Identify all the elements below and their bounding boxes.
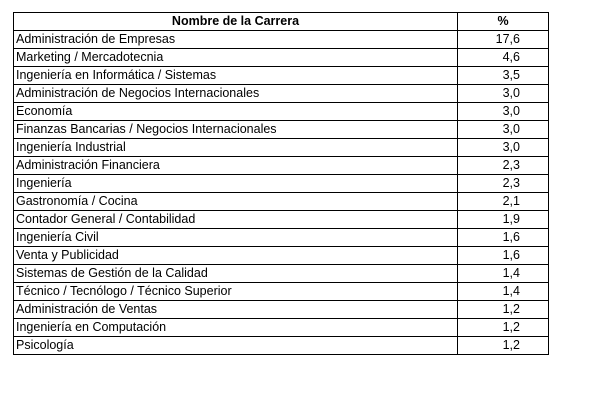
percent-cell: 3,0 <box>458 121 549 139</box>
career-name-cell: Administración Financiera <box>14 157 458 175</box>
career-name-cell: Contador General / Contabilidad <box>14 211 458 229</box>
career-name-cell: Administración de Negocios Internacionales <box>14 85 458 103</box>
table-body <box>14 31 549 355</box>
table-row <box>14 85 549 103</box>
percent-cell: 4,6 <box>458 49 549 67</box>
career-name-cell: Marketing / Mercadotecnia <box>14 49 458 67</box>
table-row <box>14 31 549 49</box>
career-name-cell: Ingeniería en Informática / Sistemas <box>14 67 458 85</box>
table-row <box>14 67 549 85</box>
percent-cell: 3,0 <box>458 85 549 103</box>
table-row <box>14 283 549 301</box>
percent-cell: 2,3 <box>458 175 549 193</box>
header-percent: % <box>458 13 549 31</box>
table-row <box>14 103 549 121</box>
percent-cell: 1,4 <box>458 283 549 301</box>
career-name-cell: Ingeniería Civil <box>14 229 458 247</box>
table-row <box>14 229 549 247</box>
career-name-cell: Ingeniería Industrial <box>14 139 458 157</box>
career-name-cell: Administración de Ventas <box>14 301 458 319</box>
table-header-row <box>14 13 549 31</box>
career-name-cell: Economía <box>14 103 458 121</box>
percent-cell: 3,0 <box>458 103 549 121</box>
career-name-cell: Finanzas Bancarias / Negocios Internacionales <box>14 121 458 139</box>
percent-cell: 17,6 <box>458 31 549 49</box>
table-row <box>14 139 549 157</box>
percent-cell: 1,6 <box>458 229 549 247</box>
table-row <box>14 337 549 355</box>
career-name-cell: Ingeniería <box>14 175 458 193</box>
career-name-cell: Técnico / Tecnólogo / Técnico Superior <box>14 283 458 301</box>
table-row <box>14 301 549 319</box>
career-name-cell: Psicología <box>14 337 458 355</box>
percent-cell: 2,3 <box>458 157 549 175</box>
percent-cell: 1,2 <box>458 337 549 355</box>
percent-cell: 1,2 <box>458 319 549 337</box>
table-row <box>14 211 549 229</box>
table-row <box>14 193 549 211</box>
career-name-cell: Gastronomía / Cocina <box>14 193 458 211</box>
percent-cell: 3,5 <box>458 67 549 85</box>
percent-cell: 1,6 <box>458 247 549 265</box>
percent-cell: 1,2 <box>458 301 549 319</box>
table-row <box>14 319 549 337</box>
career-name-cell: Sistemas de Gestión de la Calidad <box>14 265 458 283</box>
table-row <box>14 49 549 67</box>
percent-cell: 3,0 <box>458 139 549 157</box>
table-row <box>14 247 549 265</box>
careers-table <box>13 12 549 355</box>
header-career-name: Nombre de la Carrera <box>14 13 458 31</box>
table-row <box>14 175 549 193</box>
percent-cell: 1,9 <box>458 211 549 229</box>
table-row <box>14 157 549 175</box>
career-name-cell: Venta y Publicidad <box>14 247 458 265</box>
career-name-cell: Ingeniería en Computación <box>14 319 458 337</box>
percent-cell: 1,4 <box>458 265 549 283</box>
percent-cell: 2,1 <box>458 193 549 211</box>
table-row <box>14 121 549 139</box>
table-row <box>14 265 549 283</box>
career-name-cell: Administración de Empresas <box>14 31 458 49</box>
